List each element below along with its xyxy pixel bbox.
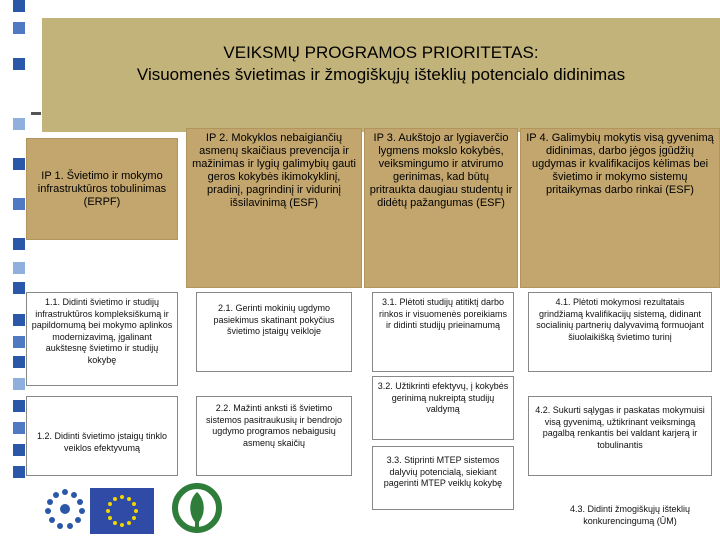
objective-2-2: 2.2. Mažinti anksti iš švietimo sistemos pasitraukusių ir bendrojo ugdymo programos nebaigusių asmenų skaičių: [196, 396, 352, 476]
objective-2-1: 2.1. Gerinti mokinių ugdymo pasiekimus skatinant pokyčius švietimo įstaigų veikloje: [196, 292, 352, 372]
objective-3-1: 3.1. Plėtoti studijų atitiktį darbo rinkos ir visuomenės poreikiams ir didinti studijų prieinamumą: [372, 292, 514, 372]
objective-3-2: 3.2. Užtikrinti efektyvų, į kokybės gerinimą nukreiptą studijų valdymą: [372, 376, 514, 440]
title-dash: [31, 112, 41, 115]
objective-4-1: 4.1. Plėtoti mokymosi rezultatais grindžiamą kvalifikacijų sistemą, didinant socialinių partnerių dalyvavimą formuojant šiuolaikišką švietimo turinį: [528, 292, 712, 372]
objective-1-1: 1.1. Didinti švietimo ir studijų infrastruktūros kompleksiškumą ir papildomumą bei mokymo aplinkos modernizavimą, įgalinant aukštesnę švietimo ir studijų kokybę: [26, 292, 178, 386]
objective-3-3: 3.3. Stiprinti MTEP sistemos dalyvių potencialą, siekiant pagerinti MTEP veiklų kokybę: [372, 446, 514, 510]
objective-4-3: 4.3. Didinti žmogiškųjų išteklių konkurencingumą (ŪM): [569, 504, 691, 526]
objective-4-2: 4.2. Sukurti sąlygas ir paskatas mokymuisi visą gyvenimą, užtikrinant veiksmingą pagalbą renkantis bei valdant karjerą ir tobulinantis: [528, 396, 712, 476]
priority-ip4-label: IP 4. Galimybių mokytis visą gyvenimą didinimas, darbo jėgos įgūdžių ugdymas ir kvalifikacijos kėlimas bei švietimo ir mokymo sistemų pritaikymas darbo rinkai (ESF): [526, 132, 714, 196]
logos-area: [40, 476, 360, 540]
priority-ip2-label: IP 2. Mokyklos nebaigiančių asmenų skaičiaus prevencija ir mažinimas ir lygių galimybių gauti geros kokybės ikimokyklinį, pradinį, pagrindinį ir vidurinį išsilavinimą (ESF): [192, 132, 356, 209]
title-line-1: VEIKSMŲ PROGRAMOS PRIORITETAS:: [223, 43, 539, 62]
priority-ip1-label: IP 1. Švietimo ir mokymo infrastruktūros tobulinimas (ERPF): [37, 169, 167, 208]
ec-stars-logo: [40, 484, 90, 534]
priority-ip2: [186, 128, 362, 288]
title-line-2: Visuomenės švietimas ir žmogiškųjų išteklių potencialo didinimas: [136, 65, 626, 84]
eu-flag-logo: [90, 488, 154, 534]
priority-ip3-label: IP 3. Aukštojo ar lygiaverčio lygmens mokslo kokybės, veiksmingumo ir atvirumo gerinimas, kad būtų pritraukta daugiau studentų ir didėtų pažangumas (ESF): [369, 132, 513, 209]
page-title: [42, 42, 720, 86]
priority-ip3: [364, 128, 518, 288]
priority-ip1: [26, 138, 178, 240]
leaf-emblem-logo: [170, 480, 224, 536]
priority-ip4: [520, 128, 720, 288]
objective-1-2: 1.2. Didinti švietimo įstaigų tinklo veiklos efektyvumą: [26, 396, 178, 476]
